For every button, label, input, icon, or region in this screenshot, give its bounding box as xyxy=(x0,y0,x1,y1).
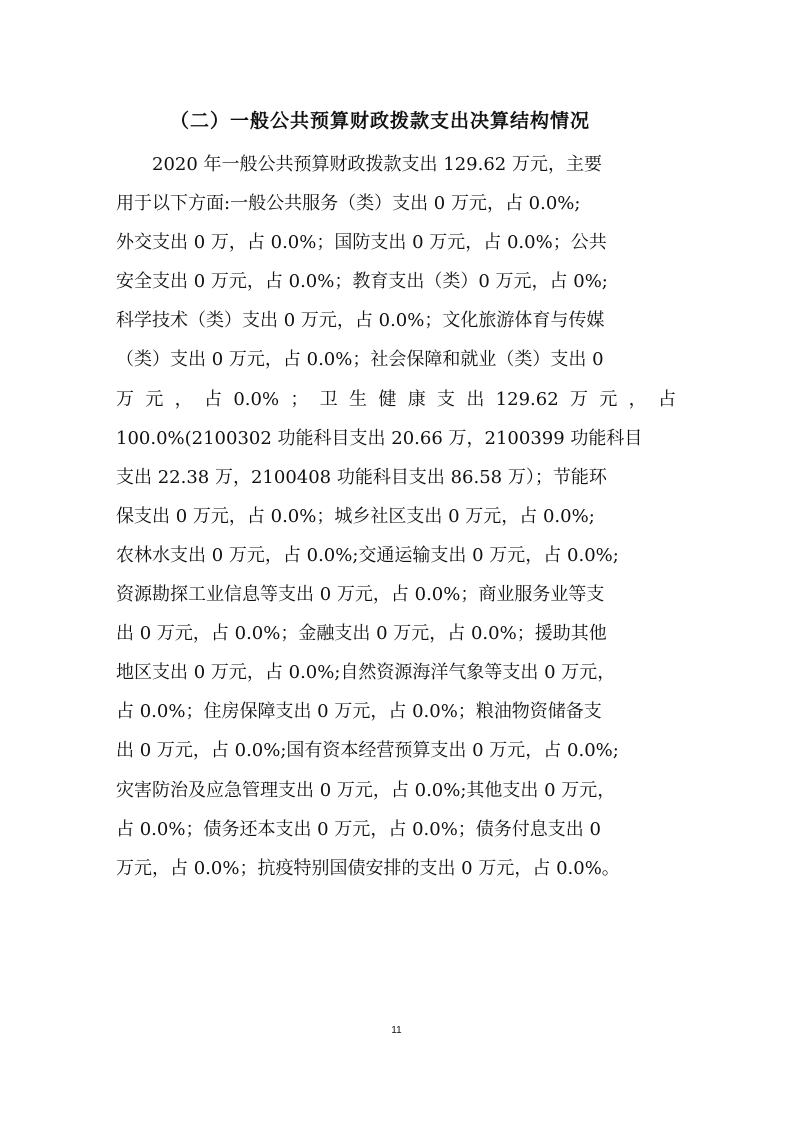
spread-token: 0.0% xyxy=(233,388,280,410)
text-line: 农林水支出 0 万元，占 0.0%;交通运输支出 0 万元，占 0.0%; xyxy=(116,544,619,566)
spread-token: 占 xyxy=(203,388,222,410)
text-line: 出 0 万元，占 0.0%;国有资本经营预算支出 0 万元，占 0.0%; xyxy=(116,740,619,762)
section-heading: （二）一般公共预算财政拨款支出决算结构情况 xyxy=(170,110,591,132)
spread-token: 康 xyxy=(407,388,426,410)
spread-token: 健 xyxy=(378,388,397,410)
spread-token: 占 xyxy=(657,388,676,410)
spread-token: 生 xyxy=(349,388,368,410)
spread-token: 元 xyxy=(145,388,164,410)
text-line: 保支出 0 万元，占 0.0%；城乡社区支出 0 万元，占 0.0%; xyxy=(116,505,595,527)
spread-token: 万 xyxy=(569,388,588,410)
text-line-spread xyxy=(116,380,676,419)
spread-token: ， xyxy=(628,388,647,410)
spread-token: 卫 xyxy=(319,388,338,410)
text-line: 外交支出 0 万，占 0.0%；国防支出 0 万元，占 0.0%；公共 xyxy=(116,232,607,254)
spread-token: ， xyxy=(174,388,193,410)
text-line: （类）支出 0 万元，占 0.0%；社会保障和就业（类）支出 0 xyxy=(116,349,604,371)
page-number: 11 xyxy=(391,1025,402,1036)
text-line: 出 0 万元，占 0.0%；金融支出 0 万元，占 0.0%；援助其他 xyxy=(116,623,607,645)
spread-token: 万 xyxy=(116,388,134,410)
body-paragraph xyxy=(116,145,676,888)
text-line: 100.0%(2100302 功能科目支出 20.66 万，2100399 功能科目 xyxy=(116,427,643,449)
text-line: 资源勘探工业信息等支出 0 万元，占 0.0%；商业服务业等支 xyxy=(116,584,605,606)
text-line: 灾害防治及应急管理支出 0 万元，占 0.0%;其他支出 0 万元， xyxy=(116,779,616,801)
text-line: 占 0.0%；债务还本支出 0 万元，占 0.0%；债务付息支出 0 xyxy=(116,818,601,840)
text-line: 科学技术（类）支出 0 万元，占 0.0%；文化旅游体育与传媒 xyxy=(116,310,605,332)
spread-token: 支 xyxy=(437,388,456,410)
text-line: 安全支出 0 万元，占 0.0%；教育支出（类）0 万元，占 0%; xyxy=(116,271,608,293)
spread-token: 129.62 xyxy=(495,388,559,410)
text-line: 万元，占 0.0%；抗疫特别国债安排的支出 0 万元，占 0.0%。 xyxy=(116,857,620,879)
spread-token: 元 xyxy=(599,388,618,410)
text-line: 用于以下方面:一般公共服务（类）支出 0 万元，占 0.0%; xyxy=(116,193,581,215)
spread-token: 出 xyxy=(466,388,485,410)
spread-token: ； xyxy=(290,388,309,410)
text-line: 支出 22.38 万，2100408 功能科目支出 86.58 万）；节能环 xyxy=(116,466,607,488)
text-line: 2020 年一般公共预算财政拨款支出 129.62 万元，主要 xyxy=(116,154,602,175)
text-line: 地区支出 0 万元，占 0.0%;自然资源海洋气象等支出 0 万元， xyxy=(116,662,616,684)
text-line: 占 0.0%；住房保障支出 0 万元，占 0.0%；粮油物资储备支 xyxy=(116,701,602,723)
